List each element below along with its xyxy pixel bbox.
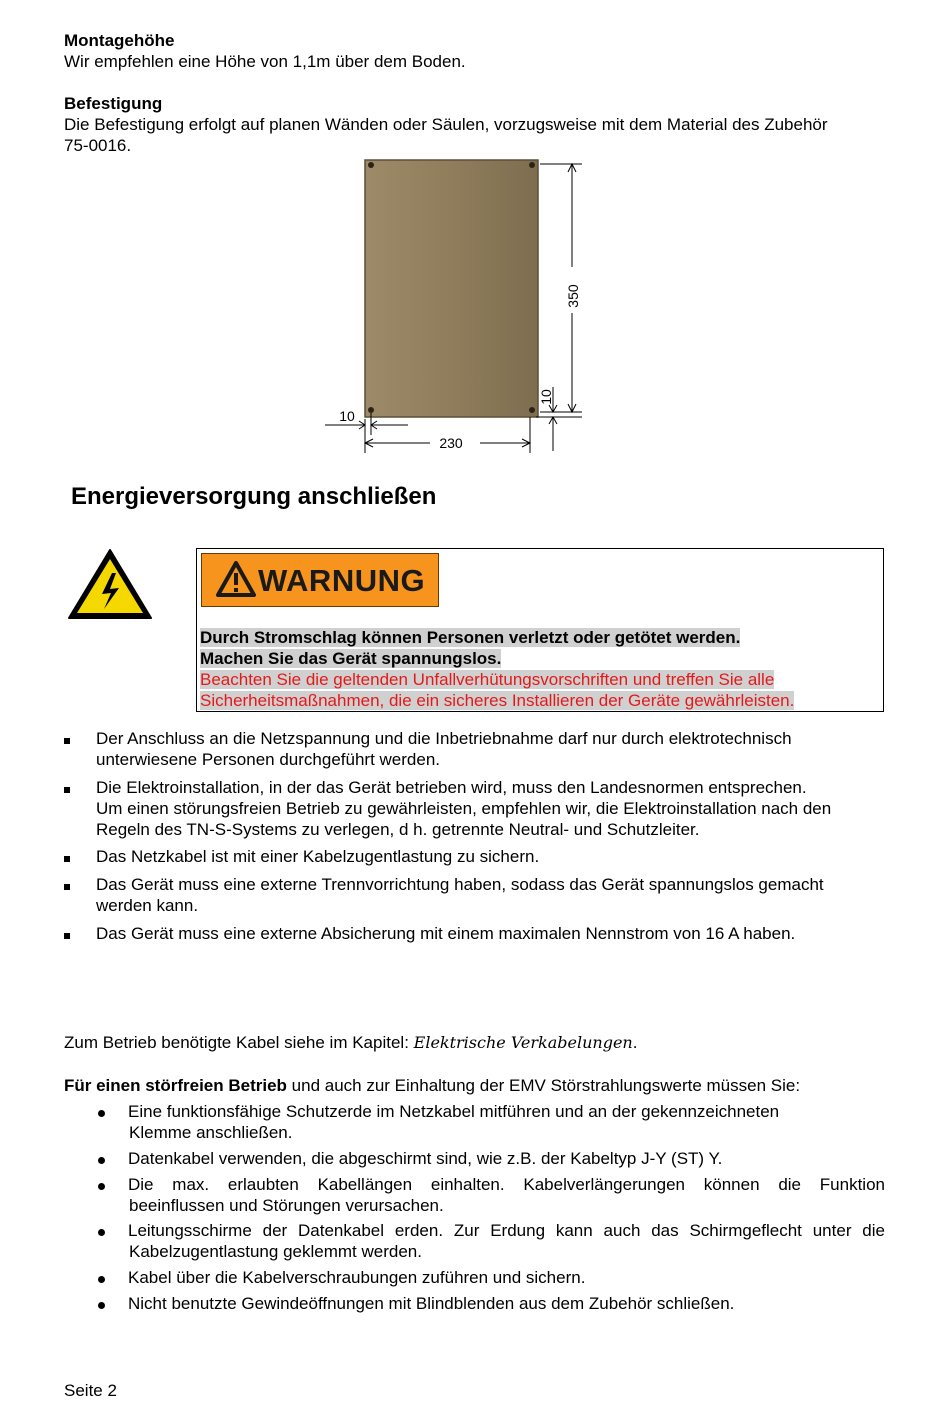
square-bullet-icon [64,933,70,939]
dim-bottom-offset-label: 10 [538,389,554,405]
round-bullet-icon [98,1229,105,1236]
chapter-reference: Elektrische Verkabelungen [413,1033,633,1052]
mount-hole-tr [529,162,535,168]
mount-hole-bl [368,407,374,413]
dim-left-offset-label: 10 [339,408,355,424]
warning-line-1: Durch Stromschlag können Personen verletzt oder getötet werden. [200,628,741,647]
warning-line-4: Sicherheitsmaßnahmen, die ein sicheres Installieren der Geräte gewährleisten. [200,691,795,710]
square-bullet-icon [64,856,70,862]
warning-line-2: Machen Sie das Gerät spannungslos. [200,649,502,668]
dim-height-label: 350 [565,284,581,308]
emv-intro: Für einen störfreien Betrieb und auch zur Einhaltung der EMV Störstrahlungswerte müssen Sie: [64,1076,801,1095]
housing-panel [365,160,538,417]
warning-line-3: Beachten Sie die geltenden Unfallverhütungsvorschriften und treffen Sie alle [200,670,775,689]
warning-label: WARNUNG [258,563,426,598]
montage-title: Montagehöhe [64,31,175,50]
dim-width-label: 230 [439,435,463,451]
cable-reference: Zum Betrieb benötigte Kabel siehe im Kapitel: Elektrische Verkabelungen. [64,1033,638,1052]
section-title: Energieversorgung anschließen [71,483,437,510]
warning-box [196,548,884,712]
befestigung-title: Befestigung [64,94,163,113]
round-bullet-icon [98,1183,105,1190]
page-number: Seite 2 [64,1381,117,1400]
mounting-drawing [320,155,590,455]
round-bullet-icon [98,1276,105,1283]
round-bullet-icon [98,1157,105,1164]
befestigung-text-1: Die Befestigung erfolgt auf planen Wänden oder Säulen, vorzugsweise mit dem Material des Zubehör [64,115,828,134]
montage-text: Wir empfehlen eine Höhe von 1,1m über dem Boden. [64,52,466,71]
befestigung-text-2: 75-0016. [64,136,132,155]
square-bullet-icon [64,884,70,890]
round-bullet-icon [98,1110,105,1117]
high-voltage-icon [66,546,154,622]
warning-triangle-icon [216,560,256,598]
square-bullet-icon [64,787,70,793]
warning-header [201,553,439,607]
mount-hole-br [529,407,535,413]
round-bullet-icon [98,1302,105,1309]
square-bullet-icon [64,738,70,744]
mount-hole-tl [368,162,374,168]
